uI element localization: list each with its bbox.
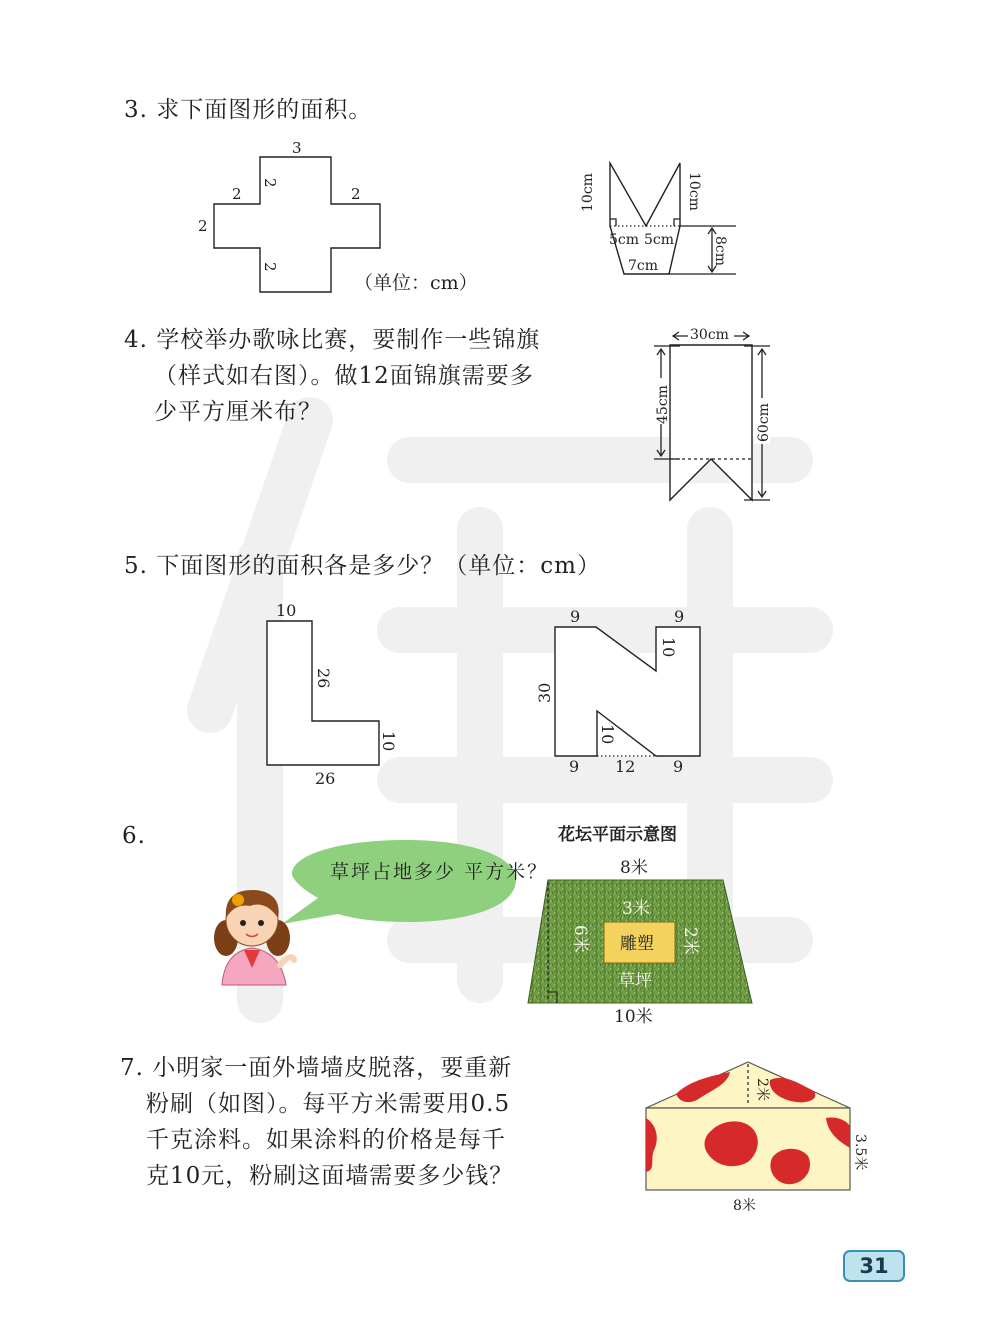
flag-label-total-height: 60cm (756, 403, 772, 442)
wall-label-width: 8米 (733, 1198, 756, 1214)
n-label-top-left: 9 (570, 607, 581, 626)
funnel-label-depth: 8cm (712, 236, 728, 267)
funnel-label-right-height: 10cm (686, 172, 702, 211)
question-7-line-3: 千克涂料。如果涂料的价格是每千 (146, 1127, 506, 1153)
statue-label: 雕塑 (620, 934, 654, 954)
garden-label-top: 8米 (620, 858, 648, 878)
garden-label-statue-width: 3米 (622, 899, 650, 919)
garden-label-statue-height: 2米 (680, 927, 700, 955)
n-label-top-right: 9 (674, 607, 685, 626)
garden-label-height: 6米 (570, 925, 590, 953)
question-7-line-1: 7. 小明家一面外墙墙皮脱落，要重新 (120, 1055, 513, 1081)
funnel-label-mid-right: 5cm (644, 232, 675, 248)
l-label-bottom: 26 (315, 769, 336, 788)
cross-label-top: 3 (292, 139, 302, 157)
funnel-label-left-height: 10cm (580, 173, 596, 212)
question-3-text: 3. 求下面图形的面积。 (124, 97, 373, 123)
n-label-height: 30 (535, 682, 554, 703)
question-7-line-2: 粉刷（如图）。每平方米需要用0.5 (146, 1091, 511, 1117)
garden-title: 花坛平面示意图 (558, 825, 677, 845)
n-label-bottom-left: 9 (569, 757, 580, 776)
l-label-top: 10 (276, 601, 297, 620)
question-6-number-text: 6. (122, 823, 146, 849)
flag-label-inner-height: 45cm (655, 385, 671, 424)
lawn-label: 草坪 (618, 971, 652, 991)
wall-label-roof-height: 2米 (754, 1078, 770, 1101)
bubble-line-1: 草坪占地多少 (330, 861, 457, 883)
l-label-height: 26 (314, 668, 333, 689)
cross-label-inner-top: 2 (261, 178, 279, 188)
q3-unit: （单位：cm） (354, 272, 478, 294)
funnel-label-mid-left: 5cm (609, 232, 640, 248)
question-4-line-3: 少平方厘米布？ (154, 399, 322, 425)
funnel-label-bottom: 7cm (628, 258, 659, 274)
l-label-step: 10 (379, 731, 398, 752)
question-4-line-1: 4. 学校举办歌咏比赛，要制作一些锦旗 (124, 327, 541, 353)
cross-label-inner-bottom: 2 (261, 262, 279, 272)
bubble-line-2: 平方米？ (464, 861, 549, 883)
question-5-text: 5. 下面图形的面积各是多少？（单位：cm） (124, 553, 601, 579)
wall-label-height: 3.5米 (852, 1134, 868, 1171)
n-label-bottom-mid: 12 (615, 757, 636, 776)
question-4-line-2: （样式如右图）。做12面锦旗需要多 (154, 363, 534, 389)
cross-label-left-arm: 2 (232, 185, 242, 203)
cross-label-right-arm: 2 (351, 185, 361, 203)
cross-label-left-side: 2 (198, 217, 208, 235)
page-number: 31 (843, 1250, 905, 1282)
n-label-bottom-right: 9 (673, 757, 684, 776)
n-label-notch: 10 (659, 637, 678, 658)
garden-label-bottom: 10米 (614, 1007, 653, 1027)
flag-label-width: 30cm (690, 327, 729, 343)
n-label-inner: 10 (598, 724, 617, 745)
question-7-line-4: 克10元，粉刷这面墙需要多少钱？ (146, 1163, 514, 1189)
